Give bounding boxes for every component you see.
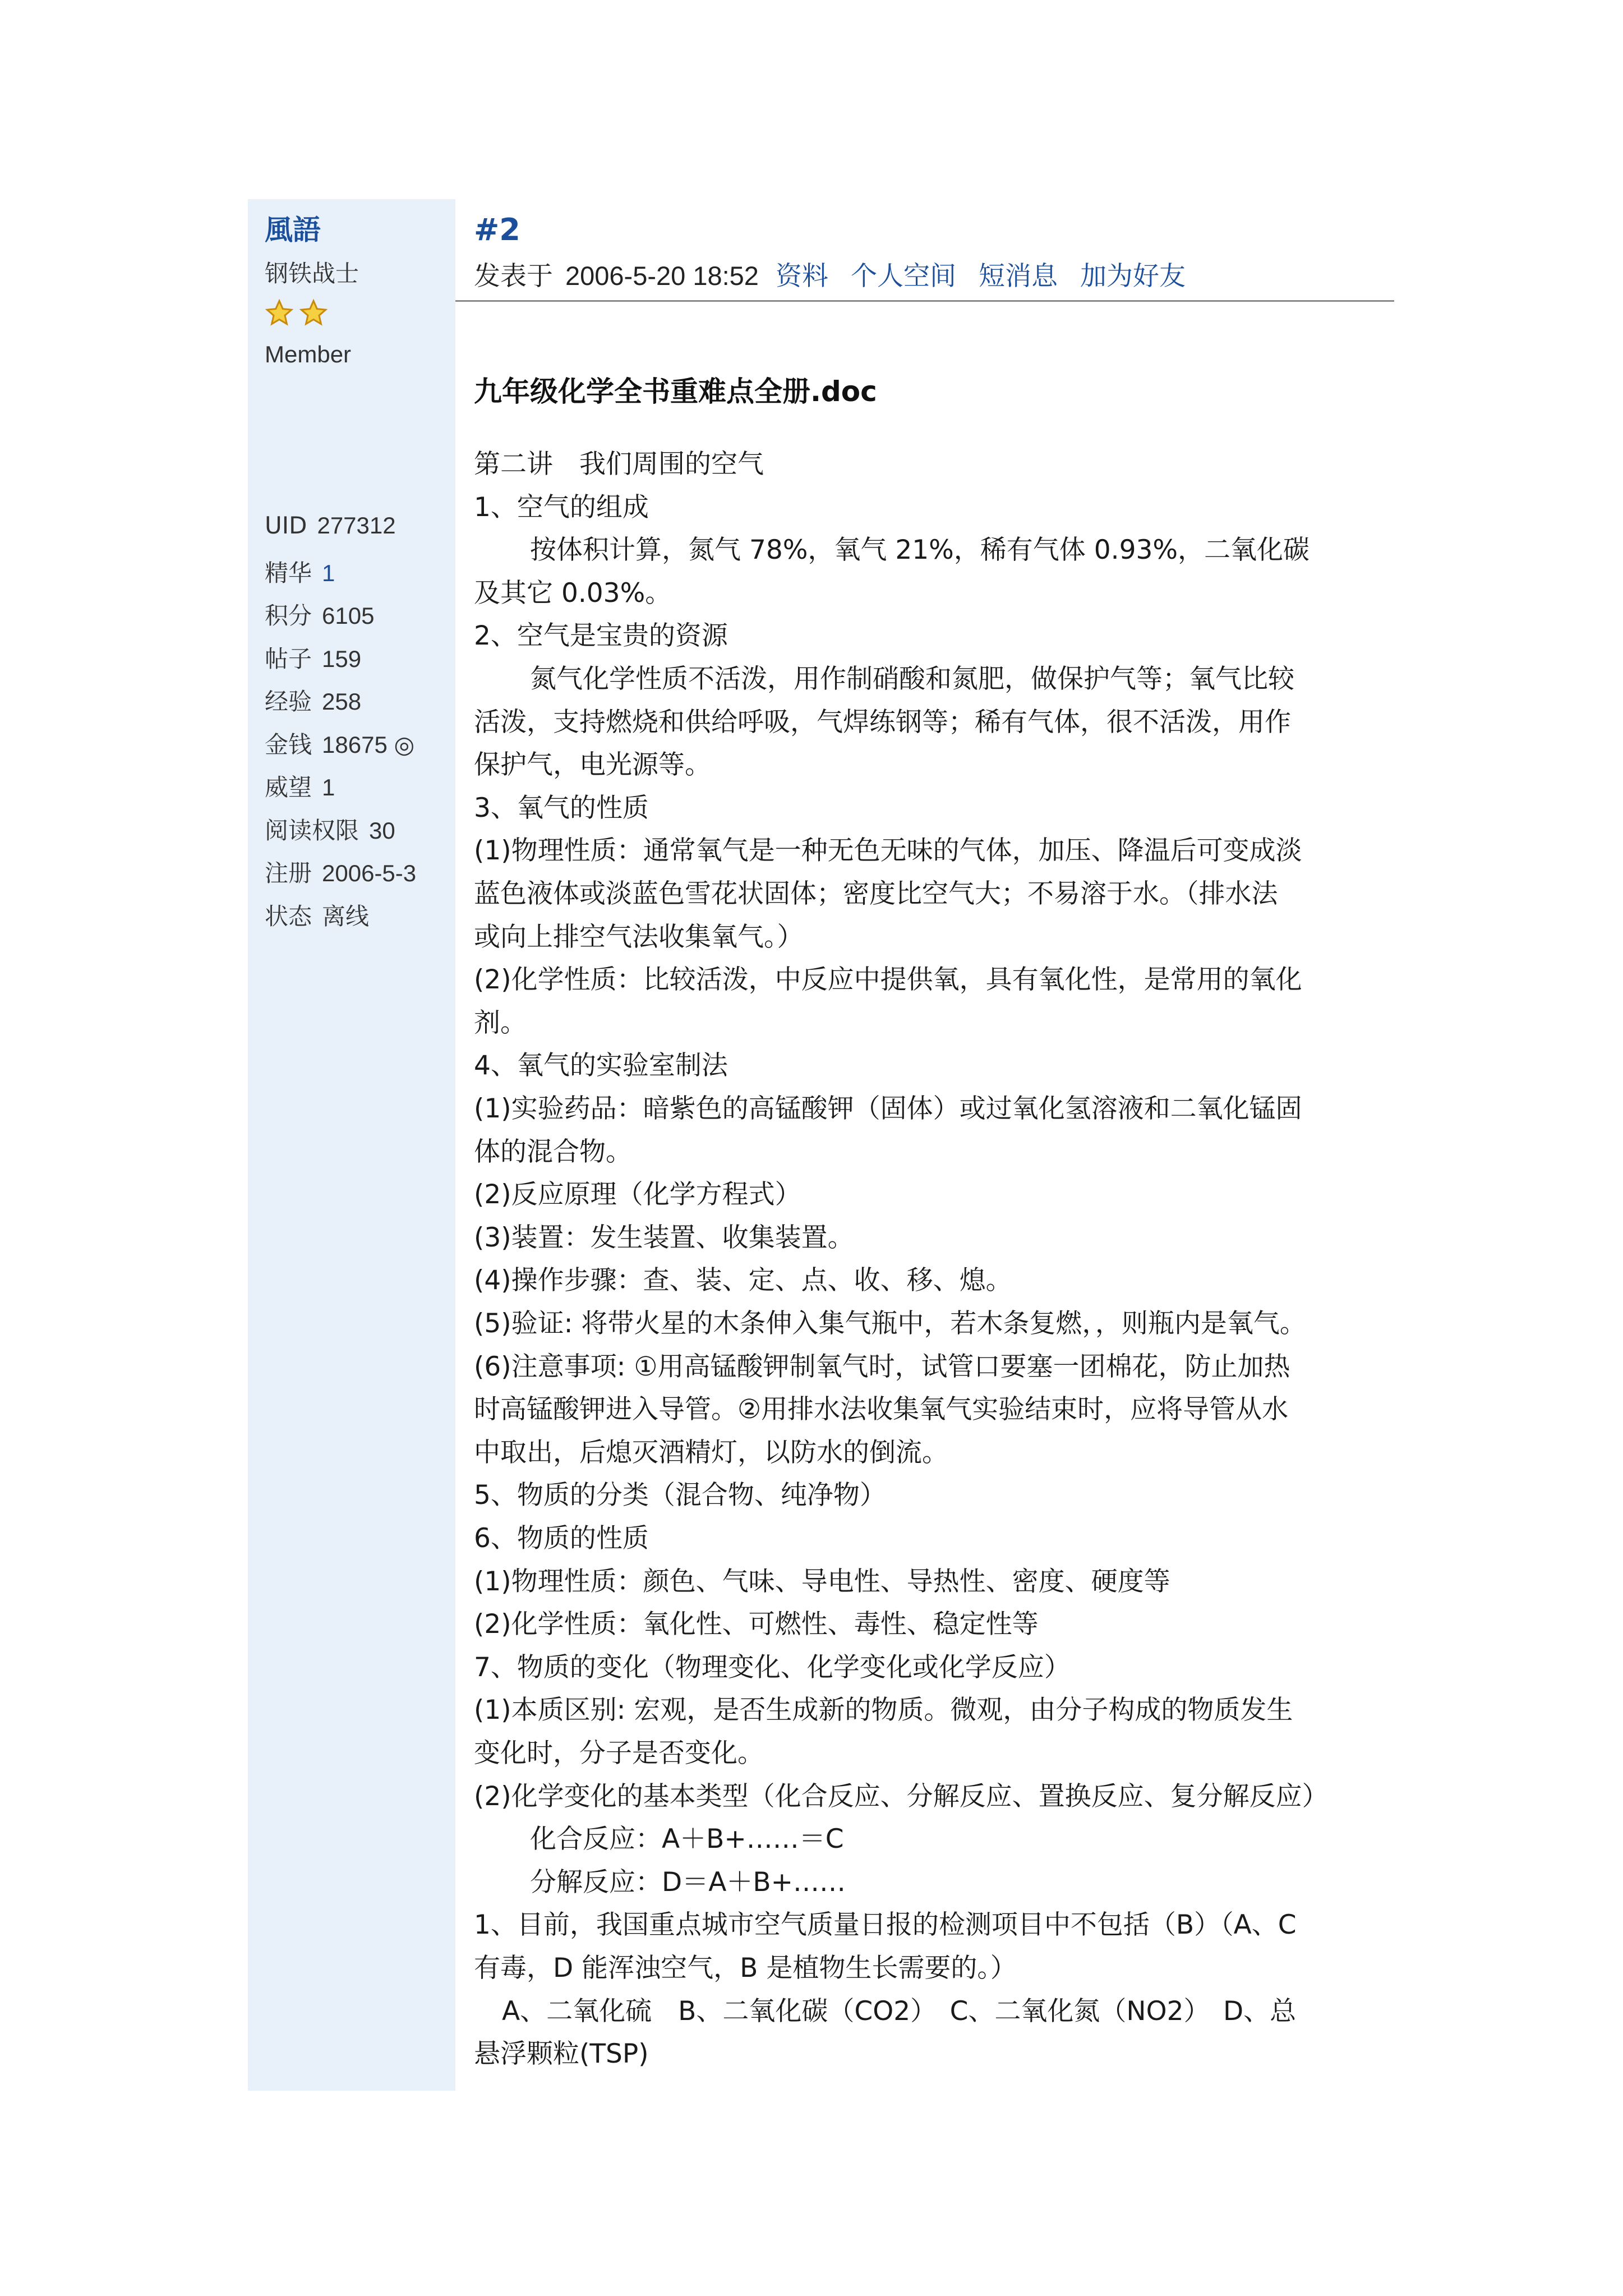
- author-name[interactable]: 風語: [265, 214, 321, 246]
- content-line: (2)化学变化的基本类型（化合反应、分解反应、置换反应、复分解反应）: [474, 1780, 1329, 1812]
- stat-label: 金钱: [265, 730, 312, 758]
- content-line: 或向上排空气法收集氧气。）: [474, 921, 804, 953]
- stat-label: 注册: [265, 859, 312, 887]
- content-line: 中取出，后熄灭酒精灯，以防水的倒流。: [474, 1437, 948, 1468]
- stat-label: 威望: [265, 774, 312, 801]
- content-line: (2)反应原理（化学方程式）: [474, 1179, 801, 1211]
- stat-label: 状态: [265, 902, 312, 930]
- content-line: 分解反应：D＝A＋B+……: [530, 1866, 846, 1898]
- star-icon: [299, 298, 328, 328]
- stat-value: 159: [322, 645, 362, 672]
- stat-row: [265, 726, 414, 760]
- stat-row: [265, 812, 395, 846]
- stat-label: 阅读权限: [265, 816, 359, 844]
- stat-label: 经验: [265, 688, 312, 715]
- content-line: (6)注意事项: ①用高锰酸钾制氧气时，试管口要塞一团棉花，防止加热: [474, 1351, 1290, 1382]
- personal-space-link[interactable]: 个人空间: [850, 261, 956, 292]
- content-line: 蓝色液体或淡蓝色雪花状固体；密度比空气大；不易溶于水。（排水法: [474, 878, 1278, 909]
- stat-row: [265, 555, 335, 588]
- content-line: 3、氧气的性质: [474, 792, 649, 823]
- content-line: (2)化学性质：比较活泼，中反应中提供氧，具有氧化性，是常用的氧化: [474, 964, 1302, 996]
- stat-value[interactable]: 1: [322, 559, 335, 586]
- content-line: 保护气，电光源等。: [474, 749, 711, 781]
- content-line: (4)操作步骤：查、装、定、点、收、移、熄。: [474, 1265, 1012, 1296]
- add-friend-link[interactable]: 加为好友: [1080, 261, 1186, 292]
- content-line: A、二氧化硫 B、二氧化碳（CO2） C、二氧化氮（NO2） D、总: [502, 1995, 1297, 2027]
- stat-row: [265, 641, 361, 674]
- author-group: Member: [265, 341, 352, 367]
- content-line: 按体积计算，氮气 78%，氧气 21%，稀有气体 0.93%，二氧化碳: [530, 535, 1310, 566]
- content-line: (5)验证: 将带火星的木条伸入集气瓶中，若木条复燃，，则瓶内是氧气。: [474, 1308, 1306, 1339]
- posted-label: 发表于: [474, 261, 553, 292]
- star-icon: [265, 298, 294, 328]
- post-number[interactable]: #2: [474, 212, 520, 247]
- content-line: (1)本质区别: 宏观，是否生成新的物质。微观，由分子构成的物质发生: [474, 1695, 1293, 1726]
- stat-row: [265, 683, 361, 717]
- content-line: 体的混合物。: [474, 1136, 632, 1167]
- content-line: 第二讲 我们周围的空气: [474, 449, 764, 480]
- stat-row: [265, 769, 335, 803]
- content-line: (2)化学性质：氧化性、可燃性、毒性、稳定性等: [474, 1609, 1039, 1640]
- content-line: 6、物质的性质: [474, 1523, 649, 1554]
- stat-value: 18675 ◎: [322, 731, 415, 758]
- content-line: 活泼，支持燃烧和供给呼吸，气焊练钢等；稀有气体，很不活泼，用作: [474, 706, 1291, 738]
- content-line: 7、物质的变化（物理变化、化学变化或化学反应）: [474, 1651, 1071, 1683]
- stat-value: 1: [322, 774, 335, 800]
- content-line: 化合反应：A＋B+……＝C: [530, 1824, 844, 1855]
- content-line: 变化时，分子是否变化。: [474, 1738, 764, 1769]
- content-line: 悬浮颗粒(TSP): [474, 2039, 649, 2070]
- content-line: 氮气化学性质不活泼，用作制硝酸和氮肥，做保护气等；氧气比较: [530, 664, 1294, 694]
- content-line: 5、物质的分类（混合物、纯净物）: [474, 1480, 886, 1511]
- author-rank: 钢铁战士: [265, 260, 359, 287]
- stat-row: [265, 597, 374, 631]
- stat-value: 277312: [317, 512, 396, 539]
- stat-value: 6105: [322, 602, 375, 629]
- stat-row: [265, 855, 416, 889]
- stat-value: 2006-5-3: [322, 860, 417, 886]
- stat-label: 积分: [265, 602, 312, 629]
- content-line: 及其它 0.03%。: [474, 577, 672, 609]
- send-message-link[interactable]: 短消息: [978, 261, 1058, 292]
- stat-value: 离线: [322, 903, 370, 930]
- content-line: 4、氧气的实验室制法: [474, 1050, 728, 1082]
- post-meta: [474, 255, 1208, 293]
- post-date: 2006-5-20 18:52: [565, 261, 759, 291]
- content-line: (1)实验药品：暗紫色的高锰酸钾（固体）或过氧化氢溶液和二氧化锰固: [474, 1093, 1302, 1124]
- stat-value: 258: [322, 688, 362, 715]
- content-line: 时高锰酸钾进入导管。②用排水法收集氧气实验结束时，应将导管从水: [474, 1394, 1289, 1425]
- stat-row: [265, 512, 396, 539]
- stat-label: 帖子: [265, 645, 312, 673]
- content-line: (1)物理性质：通常氧气是一种无色无味的气体，加压、降温后可变成淡: [474, 835, 1302, 867]
- stat-label: UID: [265, 512, 307, 539]
- profile-link[interactable]: 资料: [775, 261, 828, 292]
- content-line: 有毒，D 能浑浊空气，B 是植物生长需要的。）: [474, 1953, 1017, 1984]
- author-sidebar: [248, 199, 455, 2091]
- content-line: 2、空气是宝贵的资源: [474, 620, 728, 652]
- content-line: (3)装置：发生装置、收集装置。: [474, 1222, 854, 1253]
- document-title: 九年级化学全书重难点全册.doc: [474, 375, 877, 408]
- stat-value: 30: [369, 817, 395, 844]
- rank-stars: [265, 298, 330, 330]
- content-line: (1)物理性质：颜色、气味、导电性、导热性、密度、硬度等: [474, 1566, 1170, 1597]
- header-divider: [455, 300, 1394, 302]
- stat-label: 精华: [265, 559, 312, 587]
- content-line: 1、空气的组成: [474, 491, 649, 523]
- content-line: 剂。: [474, 1007, 527, 1038]
- stat-row: [265, 898, 369, 932]
- content-line: 1、目前，我国重点城市空气质量日报的检测项目中不包括（B）（A、C: [474, 1910, 1297, 1941]
